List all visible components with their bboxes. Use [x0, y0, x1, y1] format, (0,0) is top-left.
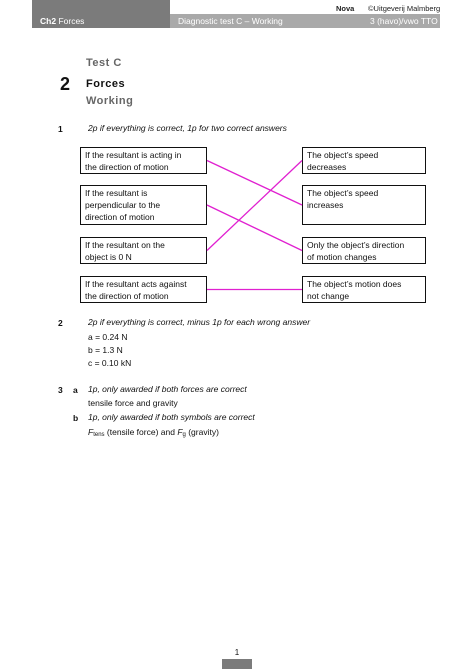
condition-box-line: perpendicular to the [85, 200, 161, 210]
outcome-box-line: The object’s motion does [307, 279, 402, 289]
outcome-box-line: The object’s speed [307, 188, 379, 198]
condition-box-line: If the resultant acts against [85, 279, 187, 289]
condition-box-line: the direction of motion [85, 291, 169, 301]
question-3b-scoring: 1p, only awarded if both symbols are correct [88, 412, 255, 422]
condition-box-line: If the resultant is [85, 188, 148, 198]
answer-b: b = 1.3 N [88, 345, 123, 355]
question-1-scoring: 2p if everything is correct, 1p for two correct answers [88, 123, 287, 133]
answer-a: a = 0.24 N [88, 332, 128, 342]
condition-box-line: If the resultant is acting in [85, 150, 182, 160]
header-section: Diagnostic test C – Working [178, 16, 283, 26]
question-3a-label: a [73, 385, 78, 395]
matching-line-3 [207, 161, 302, 251]
page-number: 1 [234, 648, 240, 657]
header-level: 3 (havo)/vwo TTO [370, 16, 438, 26]
matching-line-1 [207, 161, 302, 206]
condition-box-line: direction of motion [85, 212, 155, 222]
outcome-box-line: Only the object’s direction [307, 240, 405, 250]
matching-line-2 [207, 205, 302, 251]
outcome-box-line: increases [307, 200, 344, 210]
outcome-box-line: not change [307, 291, 350, 301]
footer-tab [222, 659, 252, 669]
question-2-scoring: 2p if everything is correct, minus 1p for each wrong answer [88, 317, 311, 327]
outcome-box-line: The object’s speed [307, 150, 379, 160]
header-chapter: Ch2 Forces [40, 16, 85, 26]
test-title: Test C [86, 57, 122, 69]
chapter-number: 2 [60, 74, 71, 94]
header-copyright: ©Uitgeverij Malmberg [368, 4, 441, 13]
condition-box-line: If the resultant on the [85, 240, 165, 250]
question-3-number: 3 [58, 385, 63, 395]
chapter-title: Forces [86, 78, 126, 90]
question-2-number: 2 [58, 318, 63, 328]
condition-box-line: the direction of motion [85, 162, 169, 172]
outcome-box-line: decreases [307, 162, 347, 172]
answer-c: c = 0.10 kN [88, 358, 132, 368]
question-3a-scoring: 1p, only awarded if both forces are correct [88, 384, 247, 394]
outcome-box-line: of motion changes [307, 252, 377, 262]
question-3b-label: b [73, 413, 79, 423]
section-title: Working [86, 95, 134, 107]
header-brand: Nova [336, 4, 355, 13]
question-3a-answer: tensile force and gravity [88, 398, 178, 408]
condition-box-line: object is 0 N [85, 252, 132, 262]
question-3b-answer: $F_{tens}$ (tensile force) and $F_g$ (gravity) [88, 427, 219, 438]
question-1-number: 1 [58, 124, 63, 134]
